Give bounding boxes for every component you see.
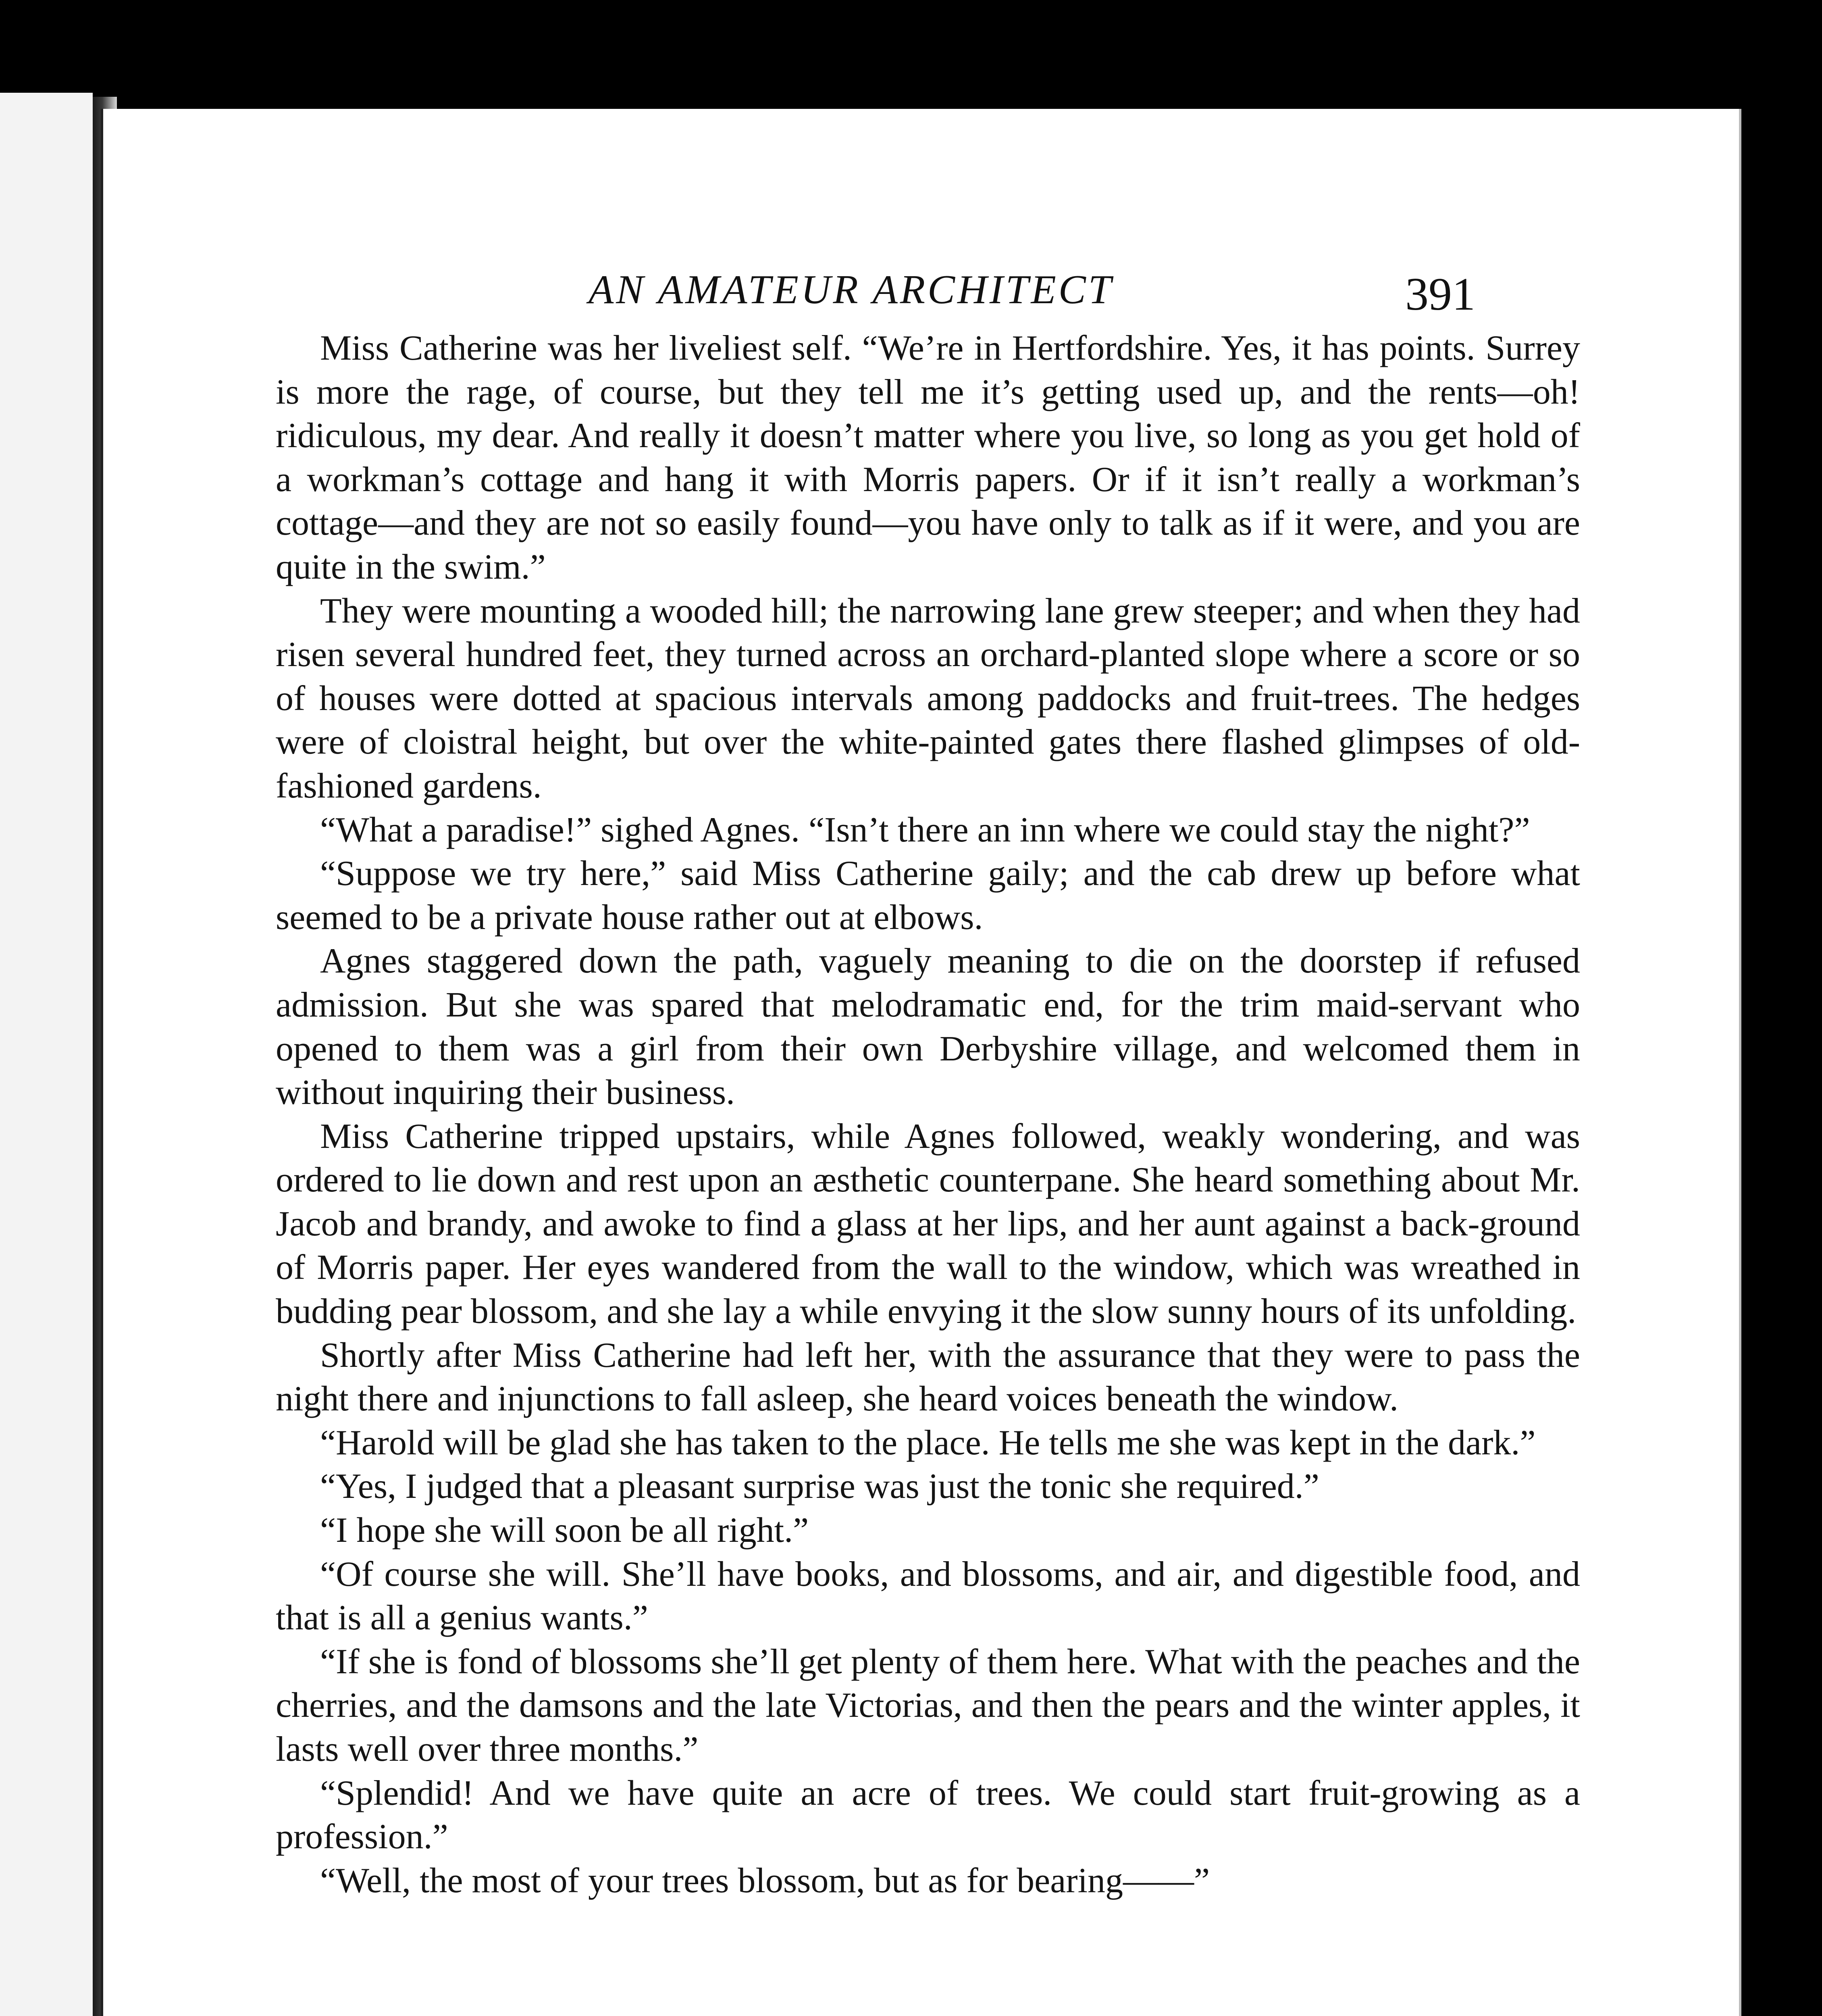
paragraph: “Yes, I judged that a pleasant surprise was just the tonic she required.”: [320, 1467, 1319, 1506]
paragraph: “I hope she will soon be all right.”: [320, 1511, 809, 1550]
book-page: [101, 109, 1741, 2016]
paragraph: “Splendid! And we have quite an acre of trees. We could start fruit-growing as a profession.”: [276, 1773, 1580, 1857]
page-number: 391: [1405, 269, 1475, 320]
paragraph: They were mounting a wooded hill; the narrowing lane grew steeper; and when they had risen several hundred feet, they turned across an orchard-planted slope where a score or so of houses were dotted at spacious intervals among paddocks and fruit-trees. The hedges were of cloistral height, but over the white-painted gates there flashed glimpses of old-fashioned gardens.: [276, 591, 1580, 806]
running-head: [101, 266, 1741, 323]
paragraph: Miss Catherine was her liveliest self. “We’re in Hertfordshire. Yes, it has points. Surrey is more the rage, of course, but they tell me it’s getting used up, and the rents—oh! ridiculous, my dear. And really it doesn’t matter where you live, so long as you get hold of a workman’s cottage and hang it with Morris papers. Or if it isn’t really a workman’s cottage—and they are not so easily found—you have only to talk as if it were, and you are quite in the swim.”: [276, 329, 1580, 587]
body-text: [276, 327, 1580, 1903]
paragraph: “Suppose we try here,” said Miss Catherine gaily; and the cab drew up before what seemed to be a private house rather out at elbows.: [276, 854, 1580, 937]
paragraph: Agnes staggered down the path, vaguely meaning to die on the doorstep if refused admission. But she was spared that melodramatic end, for the trim maid-servant who opened to them was a girl from their own Derbyshire village, and welcomed them in without inquiring their business.: [276, 941, 1580, 1112]
running-title: AN AMATEUR ARCHITECT: [589, 267, 1114, 312]
paragraph: “Of course she will. She’ll have books, and blossoms, and air, and digestible food, and that is all a genius wants.”: [276, 1554, 1580, 1638]
paragraph: “Well, the most of your trees blossom, but as for bearing——”: [320, 1861, 1210, 1900]
left-page-edge: [0, 93, 93, 2016]
paragraph: “If she is fond of blossoms she’ll get plenty of them here. What with the peaches and the cherries, and the damsons and the late Victorias, and then the pears and the winter apples, it lasts well over three months.”: [276, 1642, 1580, 1769]
paragraph: “Harold will be glad she has taken to the place. He tells me she was kept in the dark.”: [320, 1423, 1536, 1462]
paragraph: “What a paradise!” sighed Agnes. “Isn’t there an inn where we could stay the night?”: [320, 810, 1530, 850]
paragraph: Shortly after Miss Catherine had left her, with the assurance that they were to pass the night there and injunctions to fall asleep, she heard voices beneath the window.: [276, 1335, 1580, 1419]
paragraph: Miss Catherine tripped upstairs, while Agnes followed, weakly wondering, and was ordered to lie down and rest upon an æsthetic counterpane. She heard something about Mr. Jacob and brandy, and awoke to find a glass at her lips, and her aunt against a back-ground of Morris paper. Her eyes wandered from the wall to the window, which was wreathed in budding pear blossom, and she lay a while envying it the slow sunny hours of its unfolding.: [276, 1116, 1580, 1331]
